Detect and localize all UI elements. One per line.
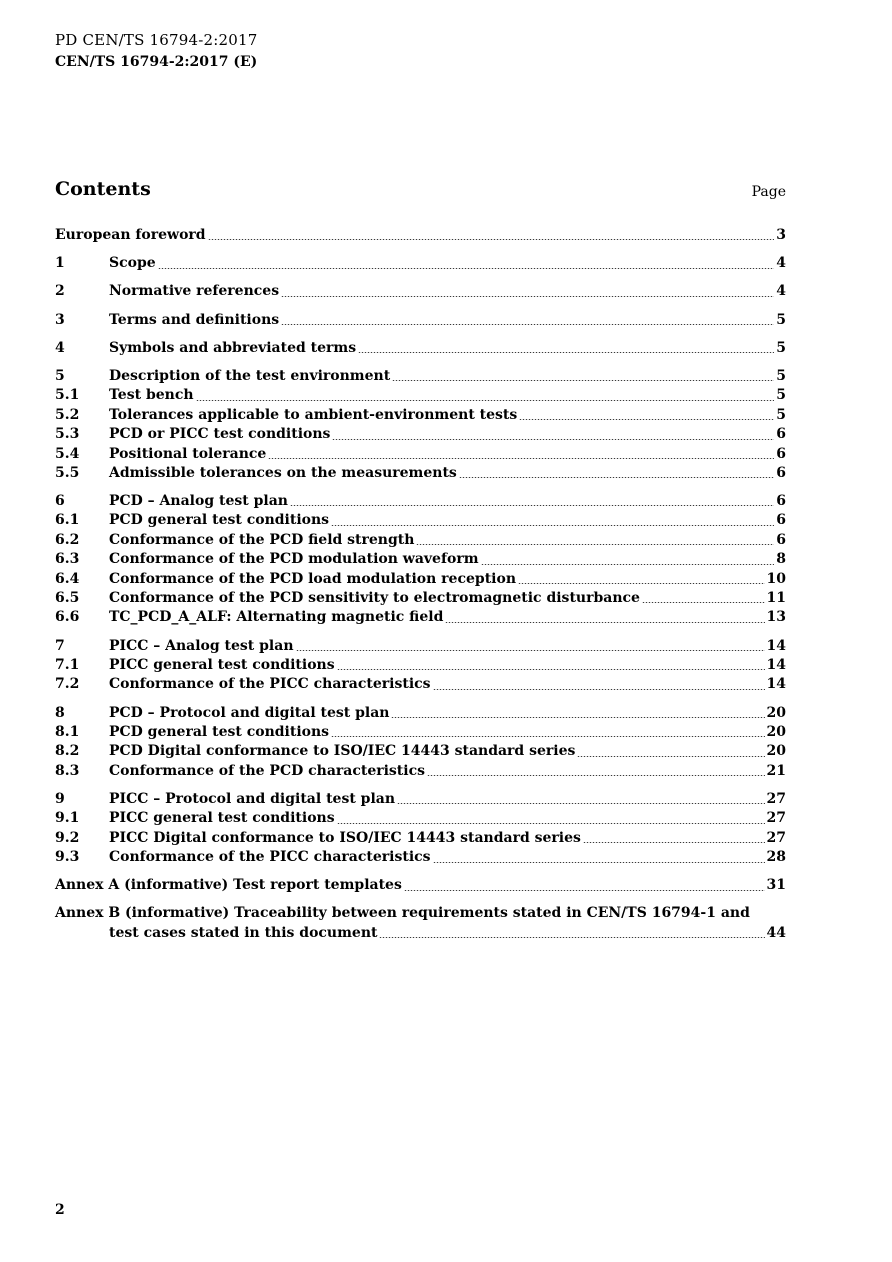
toc-entry-number: 8.2	[55, 743, 80, 760]
toc-entry-number: 6.6	[55, 609, 80, 626]
toc-entry-page: 3	[776, 227, 786, 243]
toc-entry-title: Annex B (informative) Traceability between requirements stated in CEN/TS 16794-1 and	[55, 905, 750, 922]
toc-entry[interactable]	[55, 492, 786, 511]
toc-entry-title: Admissible tolerances on the measurements	[109, 464, 457, 481]
toc-entry-title: Conformance of the PICC characteristics	[109, 849, 431, 866]
toc-entry-number: 7.2	[55, 676, 80, 693]
toc-entry-title: TC_PCD_A_ALF: Alternating magnetic field	[109, 609, 444, 626]
dot-leader	[337, 669, 765, 670]
toc-entry-number: 5.1	[55, 387, 80, 404]
toc-entry[interactable]	[55, 809, 786, 828]
toc-entry-number: 6.5	[55, 590, 80, 607]
dot-leader	[196, 400, 775, 401]
toc-entry-title: Conformance of the PCD modulation waveform	[109, 551, 479, 568]
toc-entry-page: 4	[776, 283, 786, 300]
toc-entry-number: 9.3	[55, 849, 80, 866]
toc-entry-page: 6	[776, 493, 786, 510]
dot-leader	[391, 717, 764, 718]
toc-entry-title: Test bench	[109, 387, 194, 404]
toc-entry-page: 14	[766, 657, 786, 673]
dot-leader	[268, 458, 774, 459]
toc-entry-title: PCD general test conditions	[109, 723, 330, 740]
toc-entry-page: 6	[776, 464, 786, 481]
dot-leader	[281, 296, 774, 297]
page-number: 2	[55, 1202, 65, 1218]
toc-entry[interactable]	[55, 311, 786, 330]
toc-entry-page: 11	[766, 590, 786, 607]
toc-entry[interactable]	[55, 425, 786, 444]
toc-entry-number: 2	[55, 283, 65, 300]
toc-entry[interactable]	[55, 254, 786, 273]
toc-entry-number: 8.1	[55, 723, 80, 740]
toc-entry-number: 5	[55, 367, 65, 384]
toc-entry-title-continued: test cases stated in this document	[109, 924, 378, 941]
toc-entry-title: PICC general test conditions	[109, 810, 335, 827]
toc-entry-number: 7.1	[55, 657, 80, 673]
toc-entry-page: 20	[766, 723, 786, 740]
toc-entry-annex-b[interactable]	[55, 904, 786, 943]
toc-entry-number: 5.4	[55, 445, 80, 462]
toc-entry-title: Symbols and abbreviated terms	[109, 339, 357, 356]
toc-entry-number: 6.4	[55, 570, 80, 587]
toc-entry[interactable]	[55, 704, 786, 723]
toc-entry-page: 6	[776, 531, 786, 548]
toc-entry-title: PCD – Protocol and digital test plan	[109, 704, 390, 721]
dot-leader	[433, 689, 765, 690]
toc-entry-page: 13	[766, 609, 786, 626]
toc-entry-title: PICC – Analog test plan	[109, 637, 294, 654]
toc-entry-page: 5	[776, 406, 786, 423]
toc-entry[interactable]	[55, 742, 786, 761]
toc-entry-number: 8	[55, 704, 65, 721]
toc-entry-number: 9.2	[55, 829, 80, 846]
toc-entry-page: 6	[776, 426, 786, 443]
toc-entry-page: 6	[776, 445, 786, 462]
dot-leader	[296, 650, 765, 651]
toc-entry-page: 14	[766, 676, 786, 693]
toc-entry-title: PICC general test conditions	[109, 657, 335, 673]
toc-entry[interactable]	[55, 406, 786, 425]
document-id-edition: CEN/TS 16794-2:2017 (E)	[55, 54, 258, 70]
dot-leader	[642, 602, 765, 603]
toc-entry-page: 8	[776, 551, 786, 568]
dot-leader	[427, 775, 765, 776]
toc-entry-title: Terms and definitions	[109, 311, 280, 328]
toc-entry[interactable]	[55, 876, 786, 895]
toc-entry-title: Annex A (informative) Test report templates	[55, 877, 402, 894]
toc-entry-number: 5.3	[55, 426, 80, 443]
toc-entry-number: 6.2	[55, 531, 80, 548]
toc-entry[interactable]	[55, 589, 786, 608]
toc-entry-title: Conformance of the PCD sensitivity to electromagnetic disturbance	[109, 590, 640, 607]
toc-entry[interactable]	[55, 675, 786, 694]
dot-leader	[459, 477, 774, 478]
toc-entry[interactable]	[55, 829, 786, 848]
toc-entry-page: 28	[766, 849, 786, 866]
toc-entry-page: 14	[766, 637, 786, 654]
toc-entry[interactable]	[55, 762, 786, 781]
toc-entry-page: 27	[766, 829, 786, 846]
toc-entry[interactable]	[55, 445, 786, 464]
toc-entry[interactable]	[55, 637, 786, 656]
dot-leader	[290, 505, 774, 506]
toc-entry-number: 9.1	[55, 810, 80, 827]
toc-entry-page: 20	[766, 704, 786, 721]
toc-entry-number: 1	[55, 255, 65, 272]
dot-leader	[331, 525, 774, 526]
toc-entry-title: Tolerances applicable to ambient-environment tests	[109, 406, 518, 423]
toc-entry-title: Scope	[109, 255, 156, 272]
toc-entry-title: European foreword	[55, 227, 206, 243]
dot-leader	[416, 544, 774, 545]
toc-entry-page: 6	[776, 512, 786, 529]
toc-entry[interactable]	[55, 656, 786, 675]
dot-leader	[481, 564, 775, 565]
dot-leader	[331, 736, 764, 737]
toc-entry-page: 10	[766, 570, 786, 587]
toc-entry-title: PCD general test conditions	[109, 512, 330, 529]
toc-entry-number: 5.5	[55, 464, 80, 481]
dot-leader	[445, 622, 764, 623]
toc-entry-page: 44	[766, 924, 786, 941]
document-id: PD CEN/TS 16794-2:2017	[55, 31, 258, 49]
toc-entry-number: 7	[55, 637, 65, 654]
toc-entry-number: 5.2	[55, 406, 80, 423]
toc-entry[interactable]	[55, 226, 786, 245]
toc-entry-number: 8.3	[55, 762, 80, 779]
toc-entry[interactable]	[55, 550, 786, 569]
toc-entry-page: 21	[766, 762, 786, 779]
toc-entry-title: Conformance of the PICC characteristics	[109, 676, 431, 693]
toc-entry-number: 6	[55, 493, 65, 510]
toc-entry-number: 3	[55, 311, 65, 328]
toc-entry-page: 5	[776, 387, 786, 404]
toc-entry[interactable]	[55, 848, 786, 867]
toc-entry[interactable]	[55, 386, 786, 405]
toc-entry-title: PICC – Protocol and digital test plan	[109, 790, 396, 807]
toc-entry[interactable]	[55, 282, 786, 301]
toc-entry[interactable]	[55, 790, 786, 809]
toc-entry-number: 4	[55, 339, 65, 356]
toc-entry[interactable]	[55, 339, 786, 358]
toc-entry-number: 6.3	[55, 551, 80, 568]
toc-entry[interactable]	[55, 531, 786, 550]
toc-entry-number: 9	[55, 790, 65, 807]
toc-entry[interactable]	[55, 511, 786, 530]
toc-entry-title: Conformance of the PCD load modulation reception	[109, 570, 516, 587]
dot-leader	[404, 890, 765, 891]
dot-leader	[158, 268, 775, 269]
dot-leader	[583, 842, 765, 843]
toc-entry-title: PCD – Analog test plan	[109, 493, 288, 510]
toc-entry-title: PCD or PICC test conditions	[109, 426, 331, 443]
dot-leader	[518, 583, 765, 584]
dot-leader	[337, 823, 765, 824]
toc-entry-title: Positional tolerance	[109, 445, 267, 462]
dot-leader	[358, 352, 774, 353]
toc-entry[interactable]	[55, 723, 786, 742]
toc-entry-page: 4	[776, 255, 786, 272]
toc-entry-title: Normative references	[109, 283, 280, 300]
dot-leader	[332, 439, 774, 440]
toc-entry-page: 31	[766, 877, 786, 894]
toc-entry-title: Description of the test environment	[109, 367, 391, 384]
dot-leader	[281, 324, 774, 325]
toc-entry-page: 27	[766, 790, 786, 807]
toc-entry-number: 6.1	[55, 512, 80, 529]
toc-entry[interactable]	[55, 570, 786, 589]
toc-entry-title: PCD Digital conformance to ISO/IEC 14443 standard series	[109, 743, 576, 760]
dot-leader	[392, 380, 774, 381]
toc-entry-page: 20	[766, 743, 786, 760]
dot-leader	[379, 937, 764, 938]
dot-leader	[519, 419, 774, 420]
toc-entry-page: 5	[776, 311, 786, 328]
toc-entry-title: Conformance of the PCD characteristics	[109, 762, 425, 779]
dot-leader	[208, 239, 775, 240]
toc-entry-page: 5	[776, 367, 786, 384]
toc-entry[interactable]	[55, 367, 786, 386]
toc-entry[interactable]	[55, 464, 786, 483]
dot-leader	[397, 803, 764, 804]
toc-entry-title: Conformance of the PCD field strength	[109, 531, 415, 548]
dot-leader	[433, 862, 765, 863]
toc-entry-title: PICC Digital conformance to ISO/IEC 14443 standard series	[109, 829, 581, 846]
dot-leader	[577, 756, 764, 757]
toc-entry[interactable]	[55, 608, 786, 627]
table-of-contents	[55, 226, 786, 943]
toc-entry-page: 27	[766, 810, 786, 827]
contents-title: Contents	[55, 178, 151, 200]
page-column-label: Page	[751, 184, 786, 200]
toc-entry-page: 5	[776, 339, 786, 356]
